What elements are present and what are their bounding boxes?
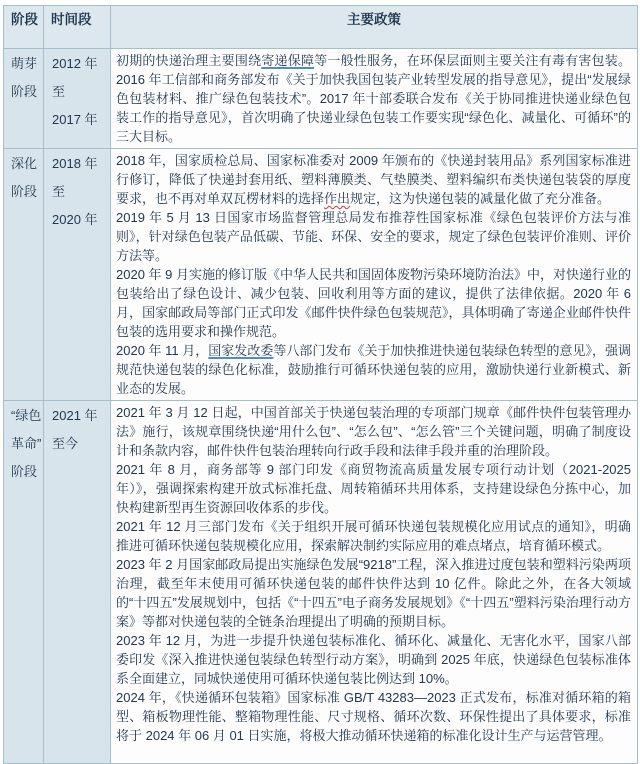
period-line: 2018 年 [52,156,98,171]
text-segment: 2021 年 3 月 12 日起，中国首部关于快递包装治理的专项部门规章《邮件快件包装管理办法》施行，该规章围绕快递“用什么包”、“怎么包”、“怎么管”三个关键问题，明确了制度设计和条款内容，邮件快件包装治理转向行政手段和法律手段并重的治理阶段。 [116,405,631,458]
header-period: 时间段 [44,6,111,49]
text-segment: 规定，这为快递包装的减量化做了充分准备。 [350,191,611,206]
policy-table [3,5,638,764]
policy-paragraph [116,517,631,555]
text-segment: 2020 年 9 月实施的修订版《中华人民共和国固体废物污染环境防治法》中，对快递行业的包装给出了绿色设计、减少包装、回收利用等方面的建议，提供了法律依据。2020 年 6 月，国家邮政局等部门正式印发《邮件快件绿色包装规范》，具体明确了寄递企业邮件快件包装的选用要求和操作规范。 [116,267,631,339]
table-row-green-revolution-stage [4,401,638,764]
policy-paragraph [116,341,631,398]
policy-paragraph [116,403,631,460]
stage-cell: “绿色革命”阶段 [4,401,44,764]
period-line: 2021 年 [52,408,98,423]
policy-paragraph [116,688,631,745]
table-row-budding-stage [4,49,638,149]
text-segment: 初期的快递治理主要围绕 [116,53,262,68]
blue-underline-text: 国家发改委 [208,343,274,358]
policy-paragraph [116,631,631,688]
policy-paragraph [116,208,631,265]
header-stage: 阶段 [4,6,44,49]
text-segment: 等八部门发布《关于加快推进快递包装绿色转型的意见》，强调规范快递包装的绿色化标准，鼓励推行可循环快递包装的应用，激励快递行业新模式、新业态的发展。 [116,343,631,396]
text-segment: 2018 年，国家质检总局、国家标准委对 2009 年颁布的《快递封装用品》系列国家标准进行修订，降低了快递封套用纸、塑料薄膜类、气垫膜类、塑料编织布类快递包装袋的厚度要求，也不再对单双瓦楞材料的选择 [116,153,631,206]
policy-paragraph [116,555,631,631]
header-policy: 主要政策 [111,6,638,49]
period-cell [44,401,111,764]
period-line: 2017 年 [52,112,98,127]
text-segment: 等一般性服务，在环保层面则主要关注有毒有害包装。2016 年工信部和商务部发布《关于加快我国包装产业转型发展的指导意见》，提出“发展绿色包装材料、推广绿色包装技术”。2017 年十部委联合发布《关于协同推进快递业绿色包装工作的指导意见》，首次明确了快递业绿色包装工作要实现“绿色化、减量化、可循环”的三大目标。 [116,53,631,144]
text-segment: 2021 年 8 月，商务部等 9 部门印发《商贸物流高质量发展专项行动计划（2021-2025 年）》，强调探索构建开放式标准托盘、周转箱循环共用体系，支持建设绿色分拣中心，加快构建新型再生资源回收体系的步伐。 [116,462,631,515]
period-line: 2020 年 [52,212,98,227]
period-line: 至 [52,84,66,99]
period-line: 至今 [52,436,79,451]
stage-cell: 深化阶段 [4,149,44,401]
policy-cell [111,49,638,149]
policy-paragraph [116,151,631,208]
text-segment: 2024 年，《快递循环包装箱》国家标准 GB/T 43283—2023 正式发布，标准对循环箱的箱型、箱板物理性能、整箱物理性能、尺寸规格、循环次数、环保性提出了具体要求，标准将于 2024 年 06 月 01 日实施，将极大推动循环快递箱的标准化设计生产与运营管理。 [116,690,631,743]
policy-cell [111,401,638,764]
text-segment: 2019 年 5 月 13 日国家市场监督管理总局发布推荐性国家标准《绿色包装评价方法与准则》，针对绿色包装产品低碳、节能、环保、安全的要求，规定了绿色包装评价准则、评价方法等。 [116,210,631,263]
blue-underline-text: 寄递保障 [261,53,315,68]
policy-cell [111,149,638,401]
table-row-deepening-stage [4,149,638,401]
policy-paragraph [116,460,631,517]
text-segment: 2023 年 12 月，为进一步提升快递包装标准化、循环化、减量化、无害化水平，国家八部委印发《深入推进快递包装绿色转型行动方案》，明确到 2025 年底，快递绿色包装标准体系全面建立，同城快递使用可循环快递包装比例达到 10%。 [116,633,631,686]
period-line: 至 [52,184,66,199]
policy-paragraph [116,51,631,146]
period-line: 2012 年 [52,56,98,71]
text-segment: 2023 年 2 月国家邮政局提出实施绿色发展“9218”工程，深入推进过度包装和塑料污染两项治理，截至年末使用可循环快递包装的邮件快件达到 10 亿件。除此之外，在各大领域的“十四五”发展规划中，包括《“十四五”电子商务发展规划》《“十四五”塑料污染治理行动方案》等都对快递包装的全链条治理提出了明确的预期目标。 [116,557,631,629]
red-squiggly-text: 作出 [324,191,351,206]
period-cell [44,49,111,149]
period-cell [44,149,111,401]
policy-paragraph [116,265,631,341]
table-header-row [4,6,638,49]
text-segment: 2020 年 11 月， [116,343,209,358]
stage-cell: 萌芽阶段 [4,49,44,149]
text-segment: 2021 年 12 月三部门发布《关于组织开展可循环快递包装规模化应用试点的通知》，明确推进可循环快递包装规模化应用，探索解决制约实际应用的难点堵点，培育循环模式。 [116,519,631,553]
